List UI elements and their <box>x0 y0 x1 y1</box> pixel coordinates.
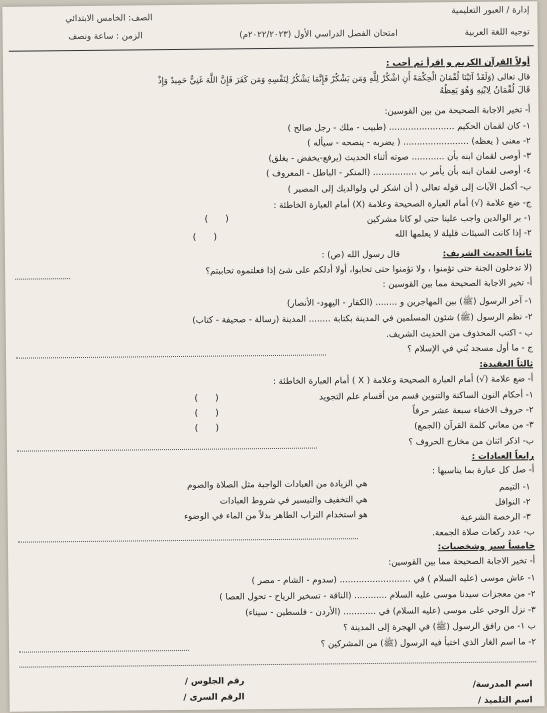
item-label: ٢- معنى ( يعظه) <box>471 136 531 147</box>
q2-a-title: أ- تخير الاجابة الصحيحة مما بين القوسين : <box>382 278 533 290</box>
q1-a-title: أ- تخير الاجابة الصحيحة من بين القوسين: <box>384 105 531 117</box>
secret-number-label: الرقم السرى / <box>183 692 245 703</box>
item-options: (الناقة - تسخير الرياح - تحول العصا ) <box>219 591 352 603</box>
q1-verse-line1: قال تعالى (وَلَقَدْ آتَيْنَا لُقْمَانَ الْحِكْمَةَ أَنِ اشْكُرْ لِلَّهِ وَمَن يَشْكُرْ فَإِنَّمَا يَشْكُرُ لِنَفْسِهِ وَمَن كَفَرَ فَإِنَّ اللَّهَ غَنِيٌّ حَمِيدٌ وَإِذْ <box>157 71 531 86</box>
q5-b-item1: ب ١- من رافق الرسول (ﷺ) في الهجرة إلى المدينة ؟ <box>343 621 536 634</box>
time-label: الزمن : ساعة ونصف <box>68 31 143 43</box>
school-name-label: اسم المدرسة/ <box>472 679 533 690</box>
seat-number-label: رقم الجلوس / <box>184 676 245 687</box>
item-dots: ........ <box>305 314 331 325</box>
item-label: ٢- نظم الرسول (ﷺ) شئون المسلمين في المدينة بكتابة <box>333 312 533 325</box>
answer-line <box>17 448 317 452</box>
item-options: (الأردن - فلسطين - سيناء) <box>245 607 341 619</box>
q2-a-item2 <box>192 312 532 327</box>
item-dots: .......................... <box>336 574 411 586</box>
item-label: ١- آخر الرسول (ﷺ) بين المهاجرين و <box>399 296 533 308</box>
q1-a-item2 <box>307 136 531 149</box>
q1-a-item1 <box>288 121 531 135</box>
item-options: (الكفار - اليهود- الأنصار) <box>286 297 373 309</box>
q1-c-item1: ١- بر الوالدين واجب علينا حتى لو كانا مشركين <box>366 213 532 226</box>
q4-left3: ٣- الرخصة الشرعية <box>460 512 531 524</box>
item-label: ٣- أوصى لقمان ابنه بأن <box>447 151 531 163</box>
q2-c-text: ج - ما أول مسجد بُني في الإسلام ؟ <box>407 343 533 355</box>
answer-paren: ( ) <box>194 408 219 419</box>
answer-paren: ( ) <box>204 214 229 225</box>
subject-label: توجيه اللغة العربية <box>464 27 530 38</box>
item-dots: ............ <box>408 152 445 163</box>
q1-c-item2: ٢- إذا كانت السيئات قليلة لا يعلمها الله <box>394 228 532 240</box>
q2-a-item1 <box>287 296 533 310</box>
item-options: صوته أثناء الحديث (يرفع-يخفض - يغلق) <box>268 152 409 165</box>
answer-line <box>19 661 536 667</box>
q5-a-item2 <box>219 589 535 603</box>
q1-a-item4 <box>266 166 531 180</box>
q4-title: رابعاً العبادات : <box>471 451 535 462</box>
q5-a-item1 <box>252 573 536 587</box>
q3-item1: ١- أحكام النون الساكنة والتنوين قسم من أقسام علم التجويد <box>319 390 534 403</box>
item-label: ٣- نزل الوحي على موسى (عليه السلام) في <box>378 605 536 617</box>
q2-intro: قال رسول الله (ص) : <box>321 249 400 261</box>
q5-a-title: أ- تخير الاجابة الصحيحة مما بين القوسين: <box>388 556 536 568</box>
admin-label: إدارة / العبور التعليمية <box>451 5 530 17</box>
answer-line <box>16 354 326 358</box>
q3-item2: ٢- حروف الاخفاء سبعة عشر حرفاً <box>412 405 534 417</box>
item-options: (المنكر - الباطل - المعروف ) <box>266 167 371 180</box>
item-label: ٢- من معجزات سيدنا موسى عليه السلام <box>389 589 536 601</box>
answer-paren: ( ) <box>194 393 219 404</box>
student-name-label: اسم التلميذ / <box>477 695 533 706</box>
q5-a-item3 <box>245 605 536 619</box>
item-dots: ........................ <box>386 122 455 133</box>
item-dots: ............ <box>340 606 377 618</box>
item-options: (سدوم - الشام - مصر ) <box>251 575 337 587</box>
exam-paper <box>2 1 544 712</box>
q4-left2: ٢- النوافل <box>494 497 531 508</box>
item-label: ١- عاش موسى (عليه السلام ) في <box>413 573 536 585</box>
q4-right2: هي التخفيف والتيسير في شروط العبادات <box>219 495 368 507</box>
q3-item3: ٣- من معاني كلمة القرآن (الجمع) <box>414 420 534 432</box>
q3-b-text: ب- اذكر اثنان من مخارج الحروف ؟ <box>408 436 534 448</box>
item-label: ١- كان لقمان الحكيم <box>457 121 531 133</box>
q2-hadith: (لا تدخلون الجنة حتى تؤمنوا ، ولا تؤمنوا حتى تحابوا، أولا أدلكم على شئ إذا فعلتموه تحاببتم؟ <box>205 263 533 277</box>
q5-title: خامساً سير وشخصيات: <box>437 541 536 553</box>
q3-a-title: أ- ضع علامة (√) أمام العبارة الصحيحة وعلامة ( X ) أمام العبارة الخاطئة : <box>272 374 534 388</box>
q4-right3: هو استخدام التراب الطاهر بدلاً من الماء في الوضوء <box>183 510 368 522</box>
answer-line <box>19 650 189 653</box>
item-dots: ............ <box>351 590 388 602</box>
q4-a-title: أ- صل كل عبارة بما يناسبها : <box>432 465 535 477</box>
answer-line <box>18 538 358 543</box>
q4-left1: ١- التيمم <box>498 482 531 493</box>
exam-title: امتحان الفصل الدراسي الأول (٢٠٢٢/٢٠٢٣م) <box>239 28 398 41</box>
answer-paren: ( ) <box>194 423 219 434</box>
answer-paren: ( ) <box>192 232 217 243</box>
q1-a-item3 <box>268 151 531 165</box>
q1-c-text: ج- ضع علامة (√) أمام العبارة الصحيحة وعلامة (X) أمام العبارة الخاطئة : <box>273 198 532 211</box>
q4-right1: هي الزيادة من العبادات الواجبة مثل الصلاة والصوم <box>187 479 368 491</box>
q2-b-text: ب - اكتب المحذوف من الحديث الشريف. <box>386 328 533 340</box>
q1-verse-line2: قَالَ لُقْمَانُ لِابْنِهِ وَهُوَ يَعِظُهُ <box>439 85 531 97</box>
q4-b-text: ب- عدد ركعات صلاة الجمعة. <box>432 527 535 539</box>
item-options: ( يضربه - ينصحه - سيأله ) <box>307 137 401 149</box>
item-dots: ................ <box>370 167 417 178</box>
header-rule <box>9 45 534 51</box>
item-dots: ........................ <box>400 136 469 148</box>
q2-title: ثانياً الحديث الشريف: <box>442 248 532 260</box>
q3-title: ثالثاً العقيدة: <box>479 359 534 370</box>
item-options: (طبيب - ملك - رجل صالح ) <box>287 122 387 134</box>
item-label: ٤- أوصى لقمان ابنه بأن يأمر ب <box>419 166 532 178</box>
answer-line <box>15 278 70 280</box>
grade-label: الصف: الخامس الابتدائي <box>65 13 153 25</box>
item-dots: ........ <box>372 297 398 308</box>
item-options: المدينة (رسالة - صحيفة - كتاب) <box>192 314 307 326</box>
q1-title: أولاً القرآن الكريم و اقرأ ثم أجب : <box>385 57 530 69</box>
q5-b-item2: ٢- ما اسم الغار الذي اختبأ فيه الرسول (ﷺ) من المشركين ؟ <box>320 637 537 650</box>
q1-b-text: ب- أكمل الآيات إلى قوله تعالى ( أن اشكر لي ولوالديك إلى المصير ) <box>287 182 532 195</box>
